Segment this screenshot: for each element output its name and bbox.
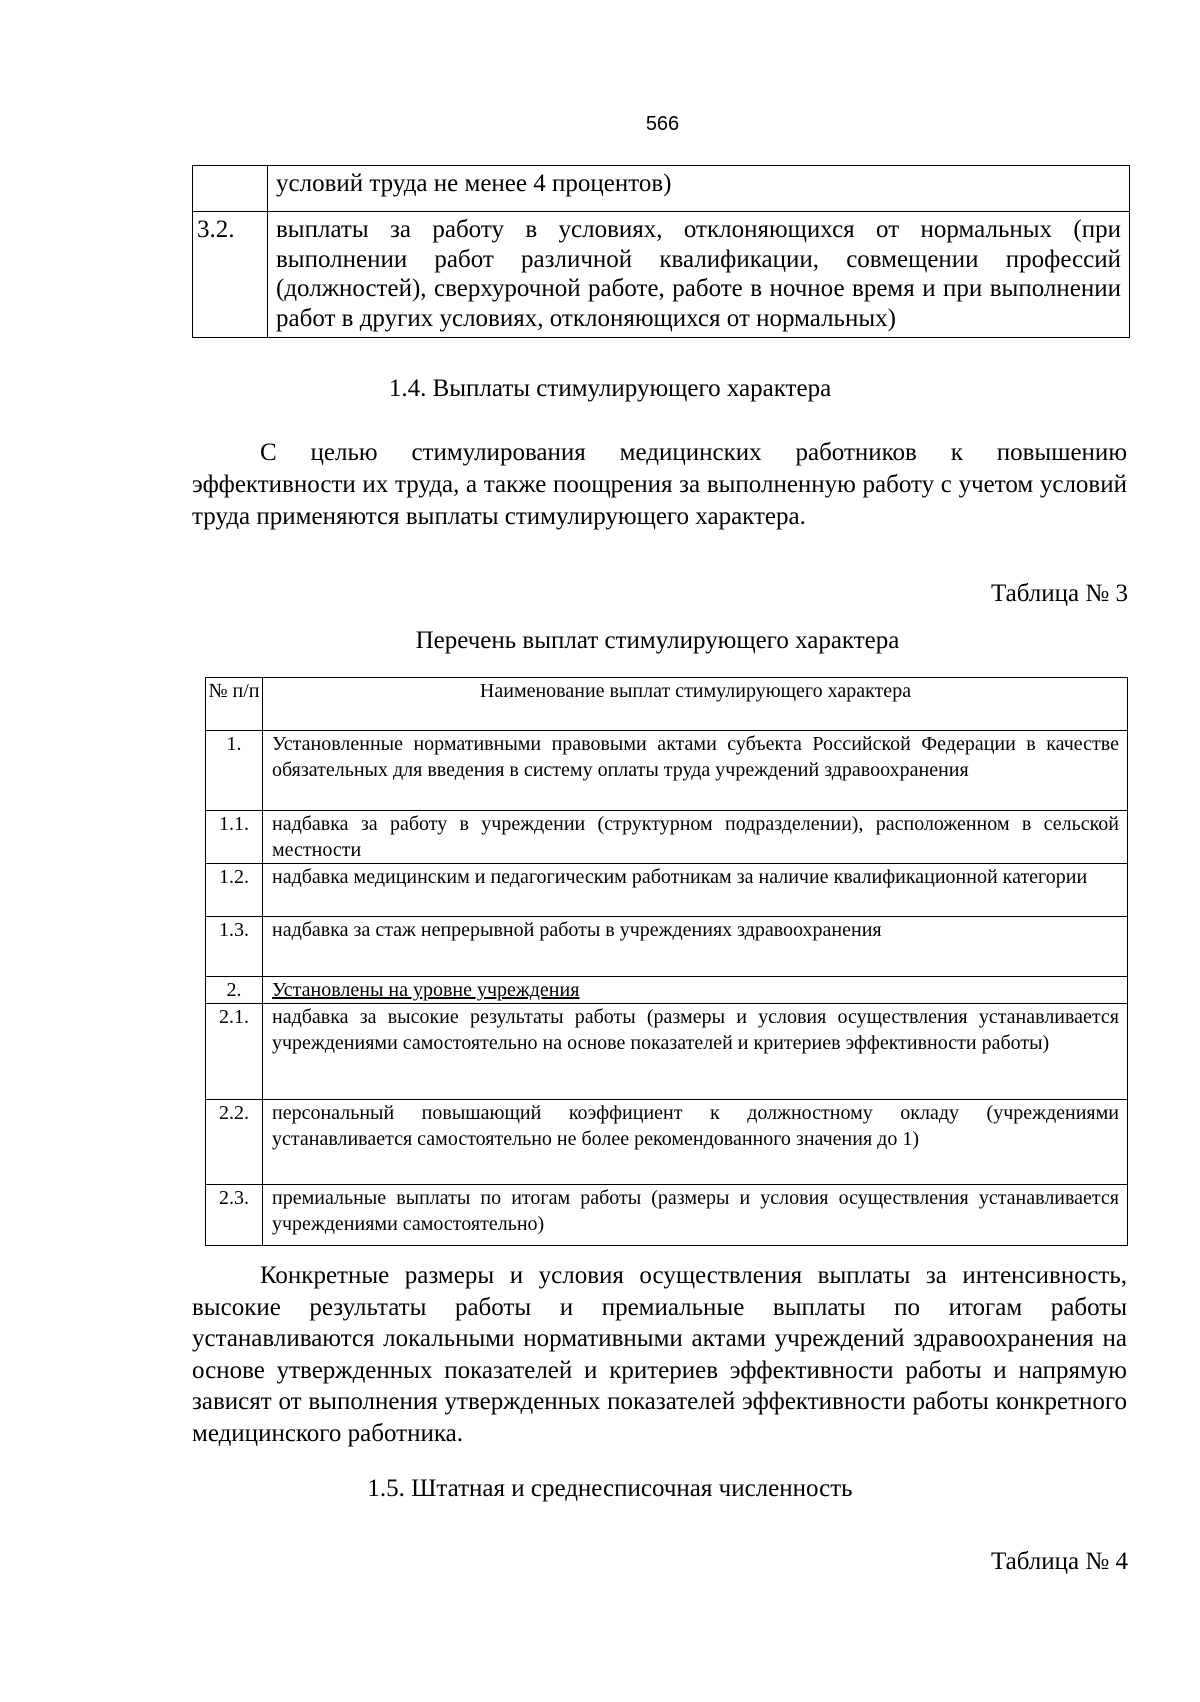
table-row — [206, 977, 1128, 1004]
row-text: надбавка за работу в учреждении (структурном подразделении), расположенном в сельской местности — [263, 811, 1128, 864]
row-number — [193, 166, 268, 212]
paragraph-text: Конкретные размеры и условия осуществления выплаты за интенсивность, высокие результаты работы и премиальные выплаты по итогам работы устанавливаются локальными нормативными актами учреждений здравоохранения на основе утвержденных показателей и критериев эффективности работы и напрямую зависят от выполнения утвержденных показателей эффективности работы конкретного медицинского работника. — [192, 1262, 1127, 1447]
table-row — [206, 1100, 1128, 1185]
section-heading-1-5: 1.5. Штатная и среднесписочная численность — [367, 1475, 853, 1502]
closing-paragraph — [192, 1260, 1127, 1449]
row-number: 3.2. — [193, 212, 268, 338]
table-row — [206, 917, 1128, 977]
table-row — [206, 1004, 1128, 1100]
table-header-row — [206, 678, 1128, 731]
paragraph-text: С целью стимулирования медицинских работников к повышению эффективности их труда, а также поощрения за выполненную работу с учетом условий труда применяются выплаты стимулирующего характера. — [192, 439, 1127, 530]
table-row — [206, 731, 1128, 811]
row-text: выплаты за работу в условиях, отклоняющихся от нормальных (при выполнении работ различной квалификации, совмещении профессий (должностей), сверхурочной работе, работе в ночное время и при выполнении работ в других условиях, отклоняющихся от нормальных) — [268, 212, 1130, 338]
table-row — [206, 811, 1128, 864]
header-num: № п/п — [206, 678, 263, 731]
continuation-table — [192, 165, 1130, 338]
table-row — [193, 166, 1130, 212]
row-text: Установленные нормативными правовыми актами субъекта Российской Федерации в качестве обязательных для введения в систему оплаты труда учреждений здравоохранения — [263, 731, 1128, 811]
table-row — [206, 1185, 1128, 1246]
row-number: 1.2. — [206, 864, 263, 917]
table-4-caption: Таблица № 4 — [990, 1548, 1128, 1575]
row-text: условий труда не менее 4 процентов) — [268, 166, 1130, 212]
table-row — [206, 864, 1128, 917]
page-number: 566 — [645, 113, 680, 135]
row-number: 2.1. — [206, 1004, 263, 1100]
row-number: 1.1. — [206, 811, 263, 864]
row-text: надбавка за высокие результаты работы (размеры и условия осуществления устанавливается учреждениями самостоятельно на основе показателей и критериев эффективности работы) — [263, 1004, 1128, 1100]
table-3-title: Перечень выплат стимулирующего характера — [415, 627, 900, 654]
row-text: персональный повышающий коэффициент к должностному окладу (учреждениями устанавливается самостоятельно не более рекомендованного значения до 1) — [263, 1100, 1128, 1185]
row-number: 2.3. — [206, 1185, 263, 1246]
row-number: 2.2. — [206, 1100, 263, 1185]
section-1-4-paragraph — [192, 437, 1127, 533]
row-number: 1. — [206, 731, 263, 811]
row-text: Установлены на уровне учреждения — [263, 977, 1128, 1004]
table-row — [193, 212, 1130, 338]
table-3 — [205, 677, 1128, 1246]
section-heading-1-4: 1.4. Выплаты стимулирующего характера — [388, 375, 832, 402]
header-name: Наименование выплат стимулирующего характера — [263, 678, 1128, 731]
table-3-caption: Таблица № 3 — [990, 580, 1128, 607]
row-text: надбавка за стаж непрерывной работы в учреждениях здравоохранения — [263, 917, 1128, 977]
row-text: премиальные выплаты по итогам работы (размеры и условия осуществления устанавливается учреждениями самостоятельно) — [263, 1185, 1128, 1246]
row-text: надбавка медицинским и педагогическим работникам за наличие квалификационной категории — [263, 864, 1128, 917]
row-number: 1.3. — [206, 917, 263, 977]
row-number: 2. — [206, 977, 263, 1004]
